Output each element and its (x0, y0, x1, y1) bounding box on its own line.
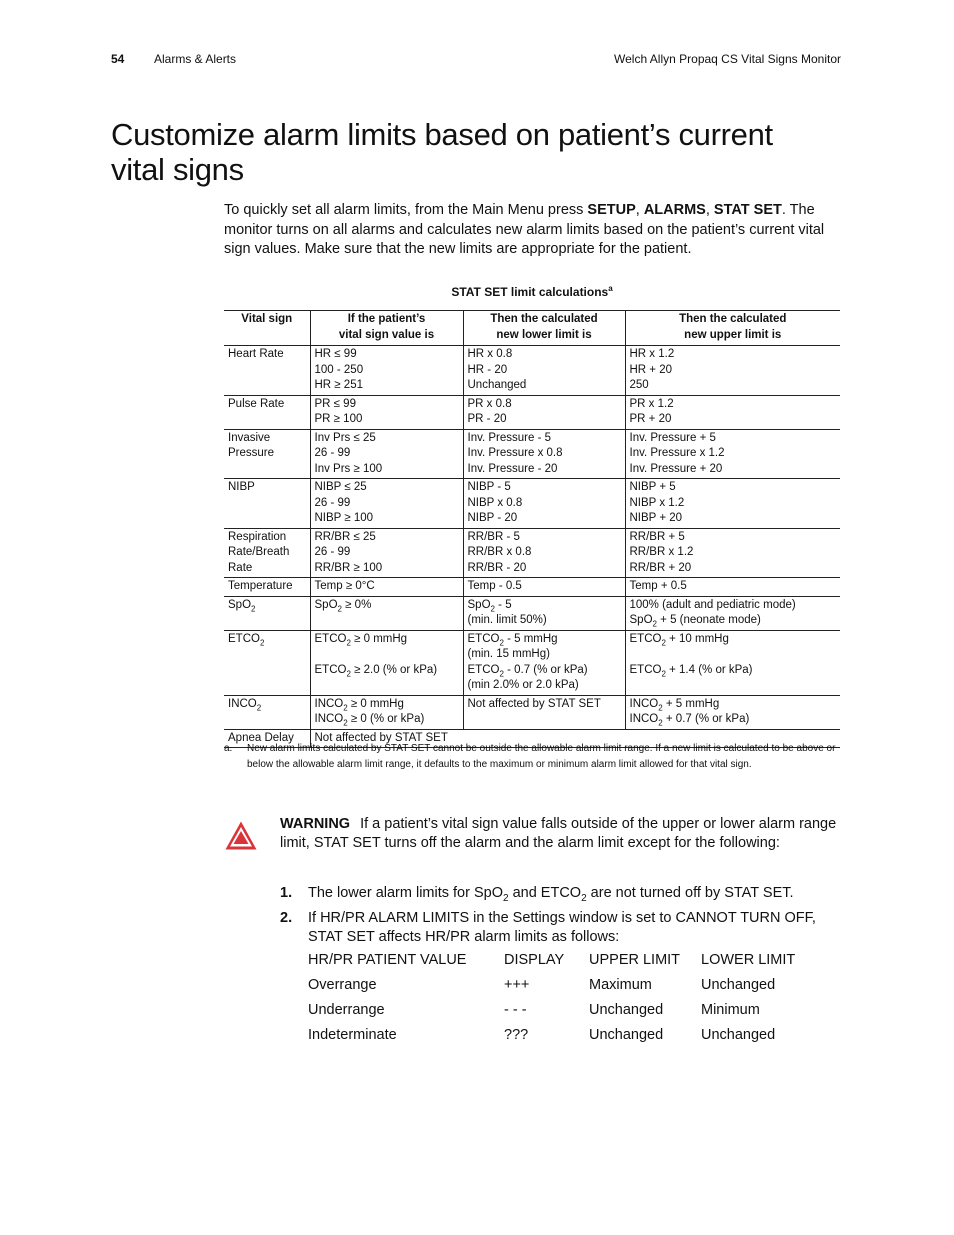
cell-line: HR ≤ 99 (314, 348, 357, 360)
page-header (111, 52, 841, 70)
cell-line: If the patient’s (347, 313, 426, 325)
cell-line: Inv. Pressure + 5 (629, 431, 716, 444)
column-header (463, 311, 625, 346)
grid-cell: Underrange (308, 1002, 385, 1018)
page-title: Customize alarm limits based on patient’s current vital signs (111, 117, 773, 187)
table-row (224, 479, 840, 529)
grid-cell: +++ (504, 977, 530, 993)
column-header (224, 311, 310, 346)
cell-line: Inv Prs ≥ 100 (314, 462, 383, 475)
table-cell (625, 578, 840, 597)
table-cell (463, 695, 625, 729)
cell-line: SpO$_2$ ≥ 0% (314, 598, 372, 613)
cell-line: Pulse Rate (228, 397, 285, 410)
cell-line: 250 (629, 379, 649, 391)
grid-header-cell: HR/PR PATIENT VALUE (308, 952, 467, 968)
cell-line: PR - 20 (467, 413, 507, 425)
intro-text: To quickly set all alarm limits, from the Main Menu press (224, 202, 588, 218)
cell-line: SpO$_2$ + 5 (neonate mode) (629, 614, 761, 629)
table-cell (625, 346, 840, 396)
cell-line: Rate (228, 561, 253, 574)
grid-cell: Unchanged (701, 977, 776, 993)
table-row (224, 596, 840, 630)
cell-line: Temperature (228, 580, 293, 592)
cell-line: HR x 0.8 (467, 348, 513, 360)
grid-cell: Indeterminate (308, 1027, 397, 1043)
grid-cell: Unchanged (701, 1027, 776, 1043)
cell-line: Inv. Pressure x 0.8 (467, 447, 563, 459)
table-cell (463, 630, 625, 695)
grid-cell: - - - (504, 1002, 527, 1018)
key-setup: SETUP (587, 202, 636, 218)
cell-line: PR ≥ 100 (314, 413, 363, 425)
cell-line: (min 2.0% or 2.0 kPa) (467, 679, 579, 691)
cell-line: Then the calculated (490, 313, 598, 325)
cell-line: Temp + 0.5 (629, 580, 687, 592)
grid-cell: Unchanged (589, 1027, 664, 1043)
cell-line: HR ≥ 251 (314, 379, 363, 391)
list-number: 2. (280, 910, 293, 926)
cell-line: Vital sign (241, 313, 293, 325)
table-cell (224, 578, 310, 597)
page-number: 54 (111, 52, 125, 66)
table-cell (463, 528, 625, 578)
warning-label: WARNING (280, 816, 351, 832)
cell-line: Then the calculated (679, 313, 787, 325)
table-row (224, 346, 840, 396)
cell-line: $INCO_2 \ge 0$ (% or kPa) (314, 713, 425, 728)
table-row (224, 578, 840, 597)
cell-line: 26 - 99 (314, 447, 351, 459)
table-cell (625, 630, 840, 695)
cell-line: Inv. Pressure - 20 (467, 462, 558, 475)
cell-line: SpO$_2$ - 5 (467, 598, 512, 613)
table-cell (224, 395, 310, 429)
cell-line: Inv Prs ≤ 25 (314, 431, 376, 444)
cell-line: (min. limit 50%) (467, 614, 547, 626)
table-cell (463, 596, 625, 630)
table-cell (625, 695, 840, 729)
table-caption (224, 284, 840, 299)
caption-text: STAT SET limit calculations (451, 285, 609, 299)
cell-line: NIBP (228, 481, 255, 493)
warning-body: If a patient’s vital sign value falls outside of the upper or lower alarm range limit, STAT SET turns off the alarm and the alarm limit except for the following: (280, 816, 837, 851)
table-row (224, 395, 840, 429)
hr-pr-limits-grid (308, 952, 848, 1052)
table-cell (463, 429, 625, 479)
table-row (224, 528, 840, 578)
cell-line: vital sign value is (338, 328, 435, 341)
list-item (280, 909, 845, 947)
table-cell (224, 596, 310, 630)
section-name: Alarms & Alerts (154, 52, 237, 66)
table-cell (463, 578, 625, 597)
cell-line (630, 647, 837, 663)
cell-line: $ETCO_2 + 10$ mmHg (629, 632, 729, 647)
table-cell (310, 395, 463, 429)
cell-line: Inv. Pressure x 1.2 (629, 447, 725, 459)
cell-line: NIBP ≥ 100 (314, 512, 374, 524)
cell-line: NIBP + 5 (629, 481, 676, 493)
cell-line: $INCO_2 + 5$ mmHg (629, 697, 720, 712)
separator: , (705, 202, 714, 218)
warning-triangle-icon (224, 820, 258, 851)
cell-line: Heart Rate (228, 348, 284, 360)
cell-line: SpO$_2$ (228, 598, 256, 613)
table-body (224, 346, 840, 748)
column-header (310, 311, 463, 346)
intro-text-end: . The monitor turns on all alarms and calculates new alarm limits based on the patient’s current vital sign values. Make sure that the new limits are appropriate for the patient. (224, 202, 825, 257)
table-cell (625, 528, 840, 578)
cell-line: Rate/Breath (228, 546, 290, 558)
cell-line: $ETCO_2 \ge 2.0$ (% or kPa) (314, 663, 438, 678)
warning-text (280, 815, 845, 853)
table-cell (463, 479, 625, 529)
cell-line: Pressure (228, 447, 275, 459)
column-header (625, 311, 840, 346)
table-cell (625, 429, 840, 479)
cell-line: $INCO_2 \ge 0$ mmHg (314, 697, 404, 712)
footnote-mark: a. (224, 743, 233, 754)
table-cell (310, 695, 463, 729)
grid-cell: Overrange (308, 977, 377, 993)
cell-line: NIBP - 20 (467, 512, 518, 524)
table-footnote (224, 741, 840, 773)
cell-line: Inv. Pressure - 5 (467, 431, 552, 444)
grid-row (308, 977, 848, 1002)
grid-header-cell: LOWER LIMIT (701, 952, 796, 968)
cell-line: RR/BR x 1.2 (629, 546, 694, 558)
cell-line: Respiration (228, 530, 287, 543)
cell-line (315, 647, 459, 663)
table-cell (224, 528, 310, 578)
cell-line: $ETCO_2 - 5$ mmHg (467, 632, 558, 647)
cell-line: new upper limit is (684, 328, 782, 341)
table-cell (224, 695, 310, 729)
cell-line: HR x 1.2 (629, 348, 675, 360)
table-cell (224, 479, 310, 529)
cell-line: RR/BR - 5 (467, 530, 520, 543)
grid-cell: Unchanged (589, 1002, 664, 1018)
table-row (224, 695, 840, 729)
table-cell (625, 395, 840, 429)
cell-line: 100 - 250 (314, 363, 364, 376)
cell-line: (min. 15 mmHg) (467, 648, 550, 660)
cell-line: 26 - 99 (314, 496, 351, 509)
table-row (224, 429, 840, 479)
cell-line: NIBP + 20 (629, 512, 683, 524)
cell-line: NIBP ≤ 25 (314, 481, 367, 493)
cell-line: Inv. Pressure + 20 (629, 462, 723, 475)
cell-line: $INCO_2$ (228, 697, 262, 712)
cell-line: RR/BR ≤ 25 (314, 530, 376, 543)
cell-line: NIBP x 1.2 (629, 496, 685, 509)
cell-line: Temp ≥ 0°C (314, 580, 375, 592)
cell-line: $ETCO_2 + 1.4$ (% or kPa) (629, 663, 753, 678)
cell-line: Temp - 0.5 (467, 580, 522, 592)
grid-header-cell: DISPLAY (504, 952, 565, 968)
caption-note-mark: a (608, 284, 613, 293)
table-cell (310, 630, 463, 695)
document-title: Welch Allyn Propaq CS Vital Signs Monitor (614, 52, 841, 66)
table-cell (310, 429, 463, 479)
table-cell (310, 479, 463, 529)
list-text: The lower alarm limits for SpO$_2$ and $ETCO_2$ are not turned off by STAT SET. (308, 885, 794, 904)
cell-line: NIBP x 0.8 (467, 496, 523, 509)
cell-line: PR x 0.8 (467, 397, 512, 410)
cell-line: Not affected by STAT SET (467, 697, 601, 710)
table-cell (310, 528, 463, 578)
cell-line: RR/BR ≥ 100 (314, 561, 383, 574)
cell-line: PR x 1.2 (629, 397, 674, 410)
cell-line: $INCO_2 + 0.7$ (% or kPa) (629, 713, 750, 728)
table-cell (310, 346, 463, 396)
cell-line: RR/BR + 5 (629, 530, 685, 543)
stat-set-limits-table (224, 310, 840, 748)
table-row (224, 630, 840, 695)
key-alarms: ALARMS (643, 202, 706, 218)
footnote-text: New alarm limits calculated by STAT SET cannot be outside the allowable alarm limit range. If a new limit is calculated to be above or below the allowable alarm limit range, it defaults to the maximum or minimum alarm limit allowed for that vital sign. (247, 743, 836, 770)
table-cell (310, 578, 463, 597)
cell-line: PR + 20 (629, 413, 672, 425)
cell-line: Invasive (228, 431, 271, 444)
cell-line: $ETCO_2 - 0.7$ (% or kPa) (467, 663, 588, 678)
cell-line: HR - 20 (467, 363, 508, 376)
cell-line: 100% (adult and pediatric mode) (629, 598, 796, 611)
cell-line: 26 - 99 (314, 546, 351, 558)
intro-paragraph (224, 201, 844, 260)
key-stat-set: STAT SET (713, 202, 782, 218)
grid-header-row (308, 952, 848, 977)
grid-row (308, 1002, 848, 1027)
table-cell: Apnea Delay (224, 729, 310, 748)
table-cell (463, 346, 625, 396)
list-item (280, 884, 845, 903)
grid-cell: Maximum (589, 977, 652, 993)
list-text: If HR/PR ALARM LIMITS in the Settings window is set to CANNOT TURN OFF, STAT SET affects HR/PR alarm limits as follows: (308, 910, 816, 945)
table-cell (224, 346, 310, 396)
cell-line: RR/BR x 0.8 (467, 546, 532, 558)
separator: , (635, 202, 644, 218)
table-header-row (224, 311, 840, 346)
cell-line: $ETCO_2$ (228, 632, 265, 647)
grid-cell: Minimum (701, 1002, 760, 1018)
table-cell (463, 395, 625, 429)
grid-row (308, 1027, 848, 1052)
cell-line: Unchanged (467, 379, 527, 391)
cell-line: PR ≤ 99 (314, 397, 356, 410)
list-number: 1. (280, 885, 293, 901)
table-cell (310, 596, 463, 630)
cell-line: HR + 20 (629, 363, 673, 376)
grid-header-cell: UPPER LIMIT (589, 952, 681, 968)
table-cell: Not affected by STAT SET (310, 729, 840, 748)
cell-line: RR/BR - 20 (467, 561, 527, 574)
cell-line: new lower limit is (496, 328, 592, 341)
table-cell (625, 596, 840, 630)
table-cell (224, 630, 310, 695)
cell-line: $ETCO_2 \ge 0$ mmHg (314, 632, 408, 647)
cell-line: NIBP - 5 (467, 481, 511, 493)
cell-line: RR/BR + 20 (629, 561, 692, 574)
grid-cell: ??? (504, 1027, 529, 1043)
table-cell (625, 479, 840, 529)
table-cell (224, 429, 310, 479)
